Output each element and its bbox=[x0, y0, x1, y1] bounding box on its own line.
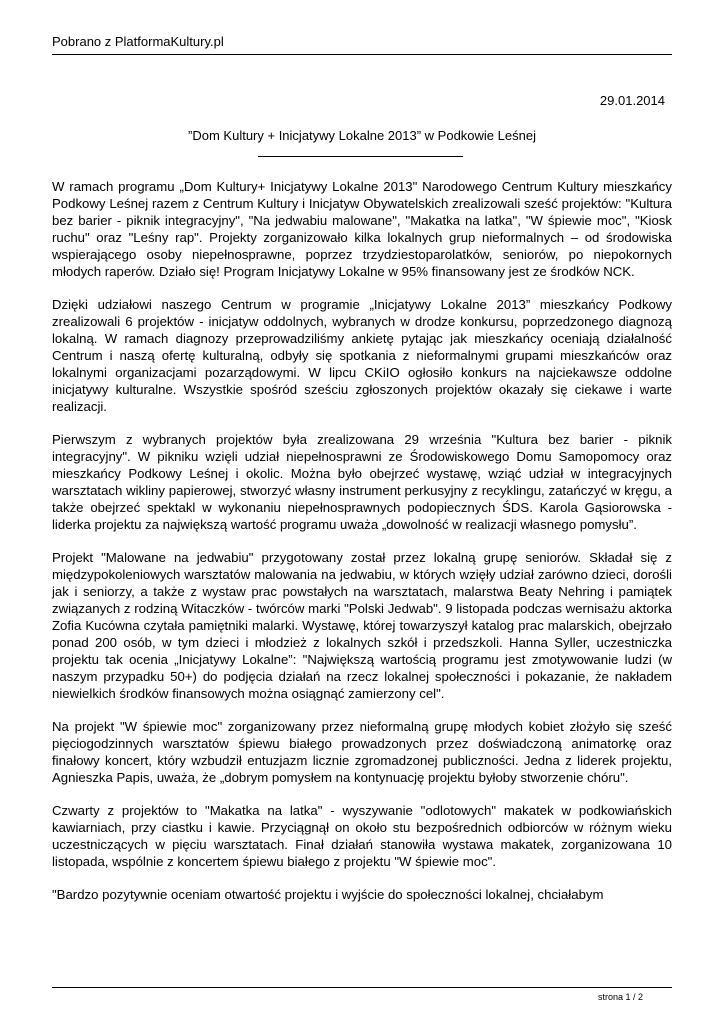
source-header: Pobrano z PlatformaKultury.pl bbox=[52, 34, 224, 49]
paragraph: Czwarty z projektów to "Makatka na latka" - wyszywanie "odlotowych" makatek w podkowiańskich kawiarniach, przy ciastku i kawie. Przyciągnął on około stu bezpośrednich odbiorców w różnym wieku uczestniczących w pięciu warsztatach. Finał działań stanowiła wystawa makatek, zorganizowana 10 listopada, wspólnie z koncertem śpiewu białego z projektu "W śpiewie moc". bbox=[52, 803, 672, 869]
paragraph: Projekt "Malowane na jedwabiu" przygotowany został przez lokalną grupę seniorów. Składał się z międzypokoleniowych warsztatów malowania na jedwabiu, w których wzięły udział zarówno dzieci, dorośli jak i seniorzy, a także z wystaw prac powstałych na warsztatach, malarstwa Beaty Nehring i pamiątek związanych z rodziną Witaczków - twórców marki "Polski Jedwab". 9 listopada podczas wernisażu aktorka Zofia Kucówna czytała pamiętniki malarki. Wystawę, której towarzyszył katalog prac malarskich, obejrzało ponad 200 osób, w tym dzieci i młodzież z lokalnych szkół i przedszkoli. Hanna Syller, uczestniczka projektu tak ocenia „Inicjatywy Lokalne”: "Największą wartością programu jest zmotywowanie ludzi (w naszym przypadku 50+) do podjęcia działań na rzecz lokalnej społeczności i pokazanie, że nakładem niewielkich środków finansowych można osiągnąć zamierzony cel". bbox=[52, 550, 672, 701]
article-body bbox=[52, 178, 672, 919]
title-underline bbox=[258, 156, 463, 157]
footer-divider bbox=[52, 987, 672, 988]
page-number: strona 1 / 2 bbox=[597, 992, 643, 1002]
paragraph: Dzięki udziałowi naszego Centrum w programie „Inicjatywy Lokalne 2013” mieszkańcy Podkowy zrealizowali 6 projektów - inicjatyw oddolnych, wybranych w drodze konkursu, poprzedzonego diagnozą lokalną. W ramach diagnozy przeprowadziliśmy ankietę pytając jak mieszkańcy oceniają działalność Centrum i naszą ofertę kulturalną, odbyły się spotkania z nieformalnymi grupami mieszkańców oraz lokalnymi organizacjami pozarządowymi. W lipcu CKiIO ogłosiło konkurs na najciekawsze oddolne inicjatywy kulturalne. Wszystkie spośród sześciu zgłoszonych projektów okazały się ciekawe i warte realizacji. bbox=[52, 297, 672, 414]
document-title: ”Dom Kultury + Inicjatywy Lokalne 2013” w Podkowie Leśnej bbox=[188, 128, 536, 143]
paragraph: "Bardzo pozytywnie oceniam otwartość projektu i wyjście do społeczności lokalnej, chciałabym bbox=[52, 887, 604, 902]
document-date: 29.01.2014 bbox=[599, 93, 665, 108]
paragraph: W ramach programu „Dom Kultury+ Inicjatywy Lokalne 2013" Narodowego Centrum Kultury mieszkańcy Podkowy Leśnej razem z Centrum Kultury i Inicjatyw Obywatelskich zrealizowali sześć projektów: "Kultura bez barier - piknik integracyjny", "Na jedwabiu malowane", "Makatka na latka", "W śpiewie moc", "Kiosk ruchu" oraz "Leśny rap". Projekty zorganizowało kilka lokalnych grup nieformalnych – od środowiska wspierającego osoby niepełnosprawne, poprzez trzydziestoparolatków, seniorów, po niepokornych młodych raperów. Działo się! Program Inicjatywy Lokalne w 95% finansowany jest ze środków NCK. bbox=[52, 179, 672, 279]
paragraph: Pierwszym z wybranych projektów była zrealizowana 29 września "Kultura bez barier - piknik integracyjny". W pikniku wzięli udział niepełnosprawni ze Środowiskowego Domu Samopomocy oraz mieszkańcy Podkowy Leśnej i okolic. Można było obejrzeć wystawę, wziąć udział w integracyjnych warsztatach wikliny papierowej, stworzyć własny instrument perkusyjny z recyklingu, zatańczyć w kręgu, a także obejrzeć spektakl w wykonaniu niepełnosprawnych podopiecznych ŚDS. Karola Gąsiorowska - liderka projektu za największą wartość programu uważa „dowolność w realizacji własnego pomysłu”. bbox=[52, 432, 672, 532]
paragraph: Na projekt "W śpiewie moc" zorganizowany przez nieformalną grupę młodych kobiet złożyło się sześć pięciogodzinnych warsztatów śpiewu białego prowadzonych przez doświadczoną animatorkę oraz finałowy koncert, który wzbudził entuzjazm licznie zgromadzonej publiczności. Jedna z liderek projektu, Agnieszka Papis, uważa, że „dobrym pomysłem na kontynuację projektu byłoby stworzenie chóru". bbox=[52, 719, 672, 785]
header-divider bbox=[52, 54, 672, 55]
